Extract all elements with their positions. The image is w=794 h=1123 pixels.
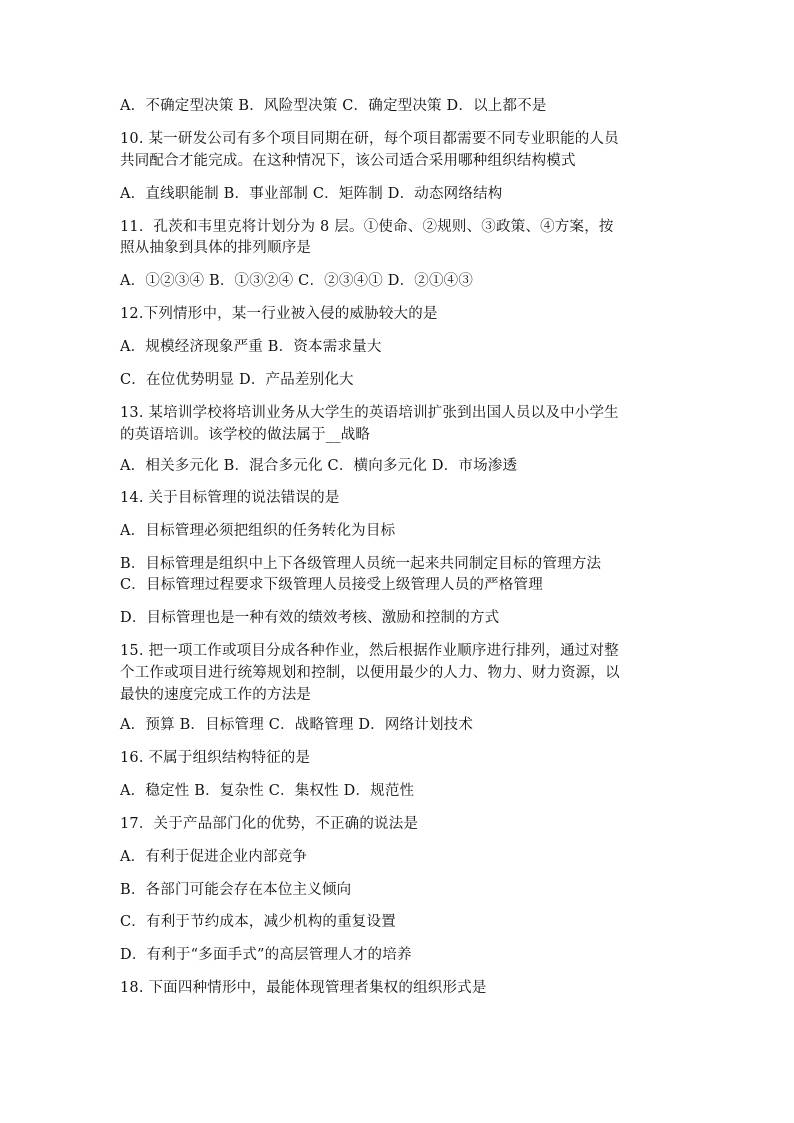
q17-option-b: B．各部门可能会存在本位主义倾向 [120,882,352,898]
q18-stem: 18. 下面四种情形中，最能体现管理者集权的组织形式是 [120,980,487,996]
q10-stem-line2: 共同配合才能完成。在这种情况下，该公司适合采用哪种组织结构模式 [120,153,576,169]
q14-option-b: B．目标管理是组织中上下各级管理人员统一起来共同制定目标的管理方法 [120,556,602,572]
q10-options: A．直线职能制 B．事业部制 C．矩阵制 D．动态网络结构 [120,186,503,202]
q14-option-c: C．目标管理过程要求下级管理人员接受上级管理人员的严格管理 [120,577,543,593]
q16-options: A．稳定性 B．复杂性 C．集权性 D．规范性 [120,783,415,799]
q11-stem-line1: 11．孔茨和韦里克将计划分为 8 层。①使命、②规则、③政策、④方案，按 [120,219,614,235]
q15-stem-line3: 最快的速度完成工作的方法是 [120,687,312,703]
q15-stem-line2: 个工作或项目进行统筹规划和控制，以便用最少的人力、物力、财力资源，以 [120,665,620,681]
q16-stem: 16. 不属于组织结构特征的是 [120,750,311,766]
q17-option-a: A．有利于促进企业内部竞争 [120,849,308,865]
q17-stem: 17．关于产品部门化的优势，不正确的说法是 [120,816,419,832]
q17-option-d: D．有利于“多面手式”的高层管理人才的培养 [120,947,412,963]
q11-options: A．①②③④ B．①③②④ C．②③④① D．②①④③ [120,273,474,289]
q14-option-a: A．目标管理必须把组织的任务转化为目标 [120,523,396,539]
q14-stem: 14. 关于目标管理的说法错误的是 [120,490,340,506]
q11-stem-line2: 照从抽象到具体的排列顺序是 [120,240,312,256]
q13-stem-line2: 的英语培训。该学校的做法属于__战略 [120,427,371,443]
q13-stem-line1: 13. 某培训学校将培训业务从大学生的英语培训扩张到出国人员以及中小学生 [120,405,619,421]
q12-options-cd: C．在位优势明显 D．产品差别化大 [120,372,354,388]
q13-options: A．相关多元化 B．混合多元化 C．横向多元化 D．市场渗透 [120,458,518,474]
q14-option-d: D．目标管理也是一种有效的绩效考核、激励和控制的方式 [120,610,500,626]
q17-option-c: C．有利于节约成本，减少机构的重复设置 [120,914,396,930]
q9-options: A．不确定型决策 B．风险型决策 C．确定型决策 D．以上都不是 [120,98,547,114]
q15-stem-line1: 15. 把一项工作或项目分成各种作业，然后根据作业顺序进行排列，通过对整 [120,643,619,659]
q15-options: A．预算 B．目标管理 C．战略管理 D．网络计划技术 [120,717,474,733]
q10-stem-line1: 10. 某一研发公司有多个项目同期在研，每个项目都需要不同专业职能的人员 [120,131,619,147]
q12-stem: 12.下列情形中，某一行业被入侵的威胁较大的是 [120,306,438,322]
q12-options-ab: A．规模经济现象严重 B．资本需求量大 [120,339,382,355]
